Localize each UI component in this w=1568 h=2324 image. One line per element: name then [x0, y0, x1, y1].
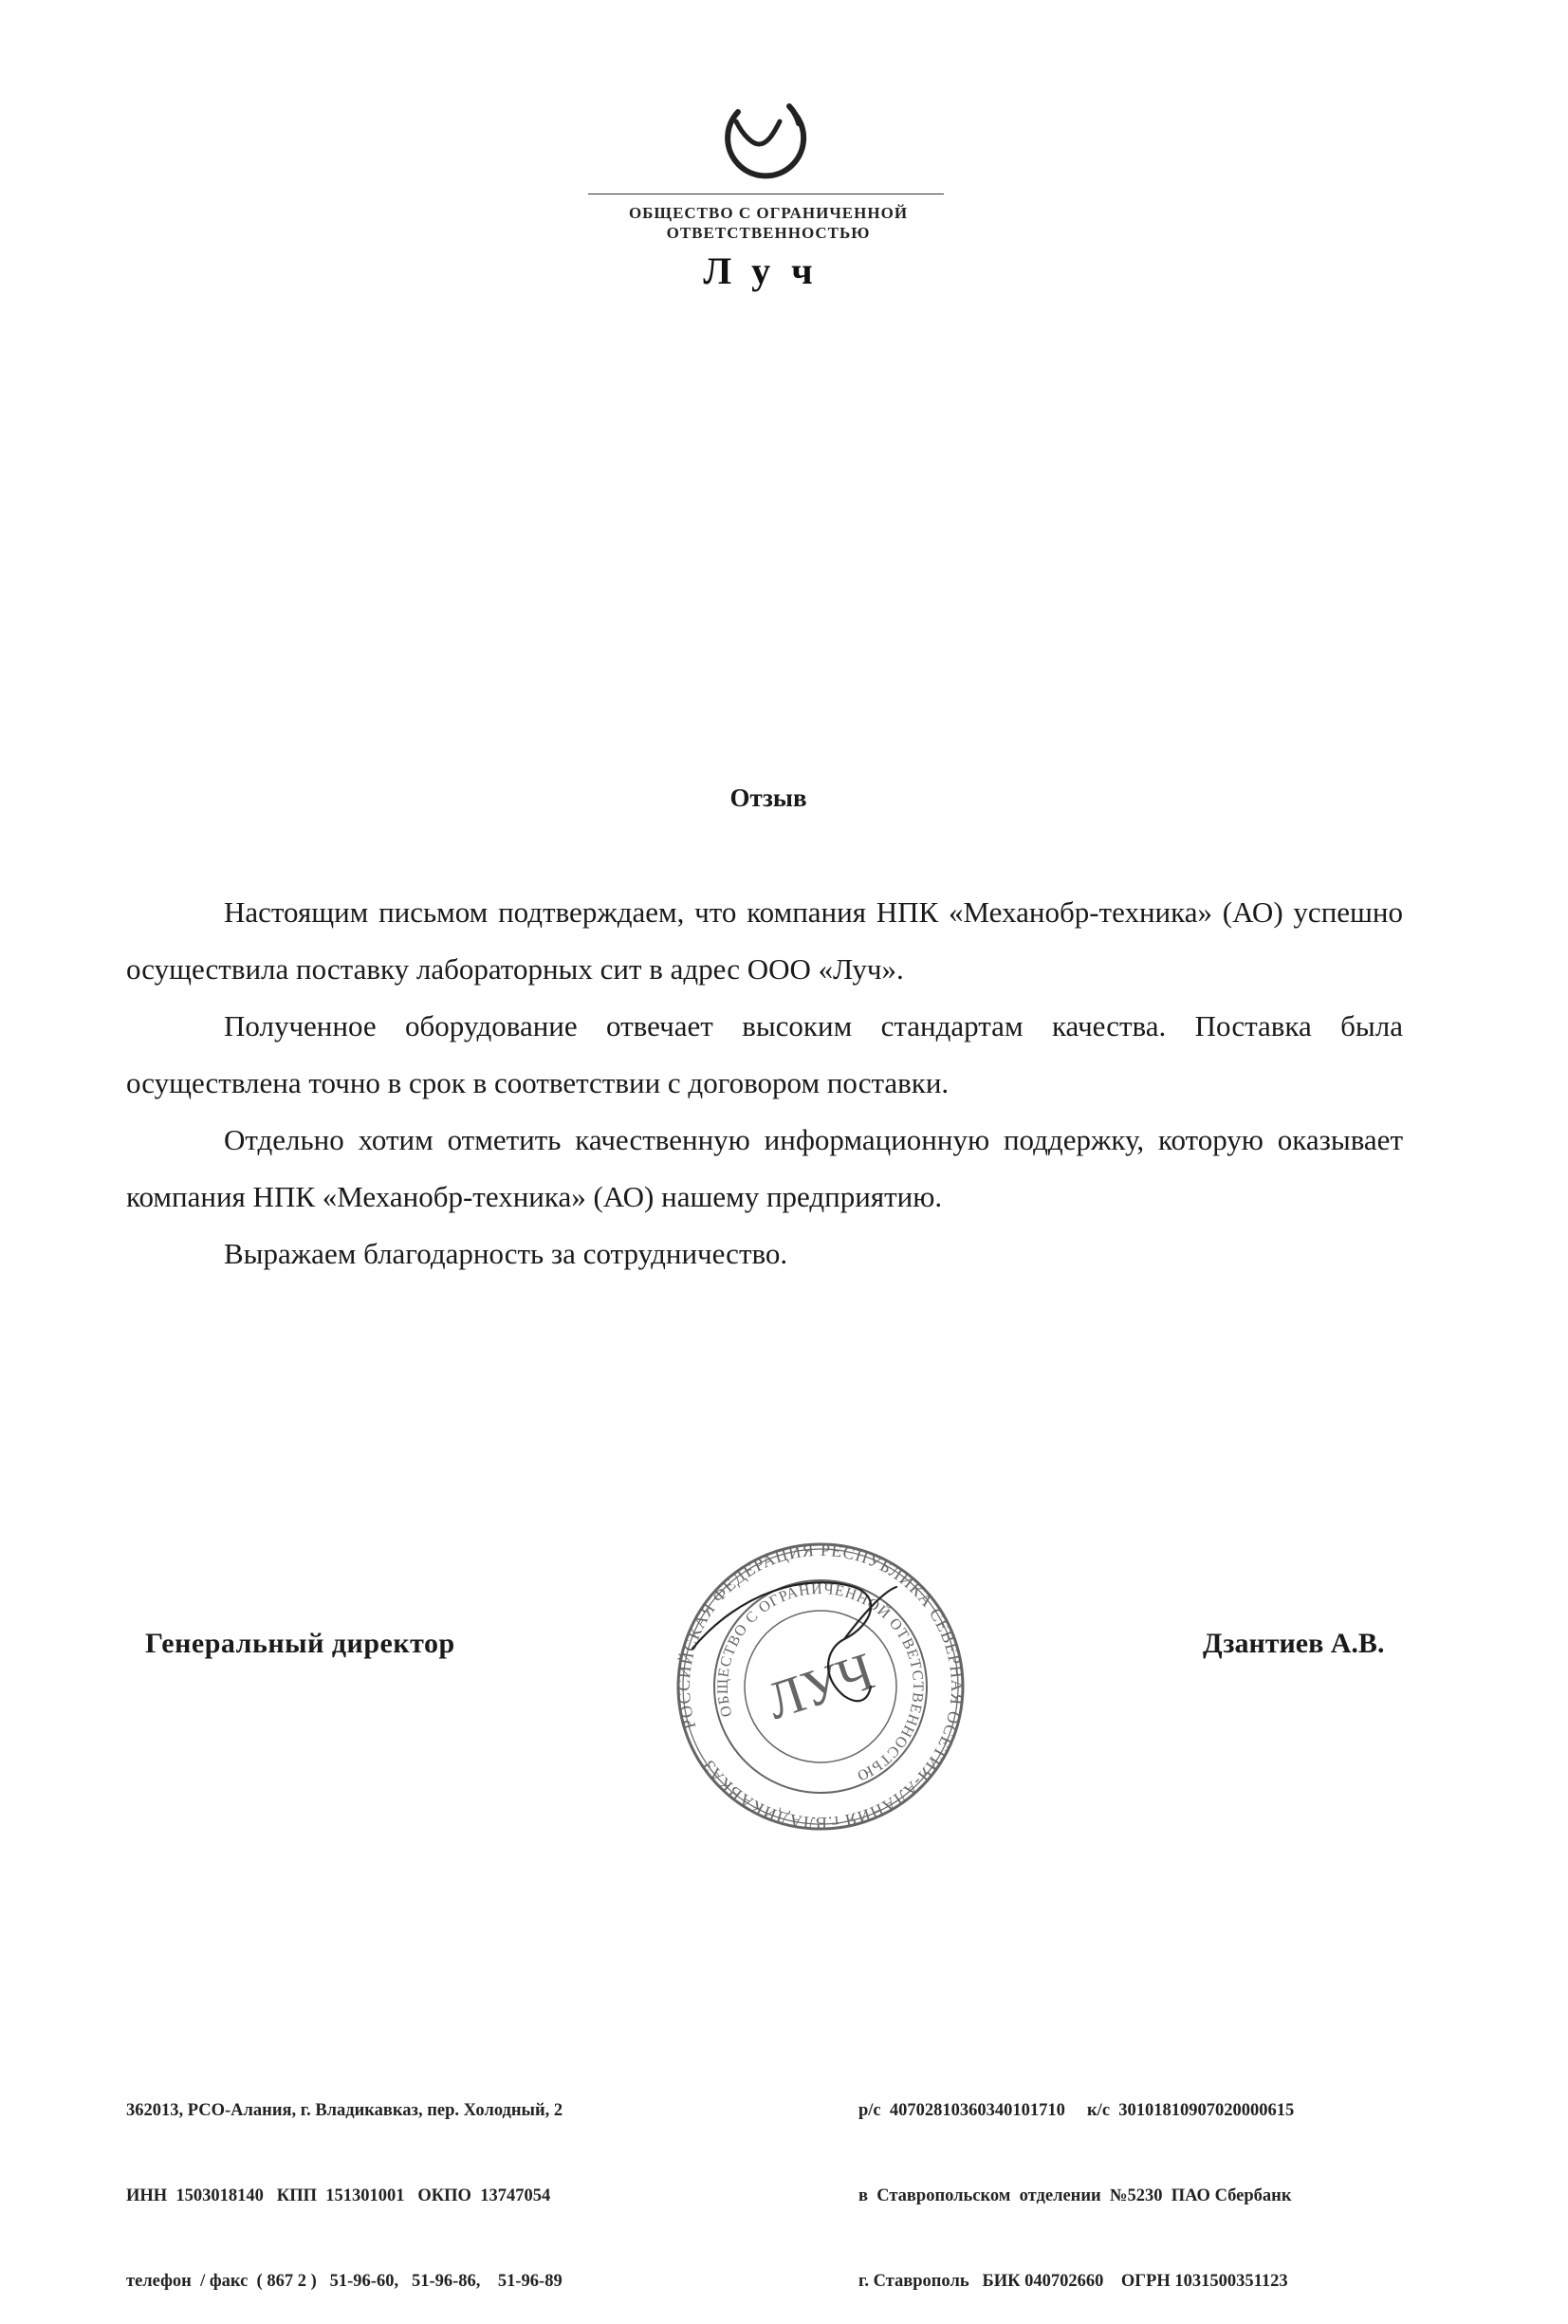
footer-phone-line: телефон / факс ( 867 2 ) 51-96-60, 51-96-86, 51-96-89	[126, 2272, 563, 2291]
document-title: Отзыв	[729, 784, 807, 812]
stamp-outer-text: РОССИЙСКАЯ ФЕДЕРАЦИЯ РЕСПУБЛИКА СЕВЕРНАЯ ОСЕТИЯ-АЛАНИЯ г.ВЛАДИКАВКАЗ	[673, 1540, 968, 1834]
stamp-inner-text: ОБЩЕСТВО С ОГРАНИЧЕННОЙ ОТВЕТСТВЕННОСТЬЮ	[714, 1580, 927, 1784]
letter-body	[126, 884, 1403, 1282]
footer-bik-ogrn-line: г. Ставрополь БИК 040702660 ОГРН 1031500351123	[858, 2272, 1288, 2291]
paragraph-2: Полученное оборудование отвечает высоким стандартам качества. Поставка была осуществлена точно в срок в соответствии с договором поставки.	[126, 1009, 1403, 1099]
footer-bank-block	[858, 2039, 1294, 2324]
signer-position: Генеральный директор	[145, 1628, 455, 1659]
company-type-line-2: ОТВЕТСТВЕННОСТЬЮ	[666, 224, 871, 242]
footer-bank-line: в Ставропольском отделении №5230 ПАО Сбербанк	[858, 2186, 1292, 2205]
round-seal-stamp	[655, 1535, 987, 1838]
footer-address-block	[126, 2039, 563, 2324]
footer-tax-ids-line: ИНН 1503018140 КПП 151301001 ОКПО 13747054	[126, 2186, 551, 2205]
company-name: Луч	[703, 249, 834, 292]
company-type-line-1: ОБЩЕСТВО С ОГРАНИЧЕННОЙ	[628, 204, 909, 222]
footer-address-line: 362013, РСО-Алания, г. Владикавказ, пер. Холодный, 2	[126, 2101, 563, 2120]
stamp-center-text: ЛУЧ	[760, 1641, 881, 1732]
paragraph-3: Отдельно хотим отметить качественную информационную поддержку, которую оказывает компания НПК «Механобр-техника» (АО) нашему предприятию.	[126, 1123, 1403, 1213]
signer-name: Дзантиев А.В.	[1203, 1628, 1385, 1659]
company-logo-icon	[711, 95, 816, 190]
paragraph-1: Настоящим письмом подтверждаем, что компания НПК «Механобр-техника» (АО) успешно осуществила поставку лабораторных сит в адрес ООО «Луч».	[126, 895, 1403, 986]
footer-accounts-line: р/с 40702810360340101710 к/с 30101810907020000615	[858, 2101, 1295, 2120]
paragraph-4: Выражаем благодарность за сотрудничество.	[224, 1237, 788, 1270]
